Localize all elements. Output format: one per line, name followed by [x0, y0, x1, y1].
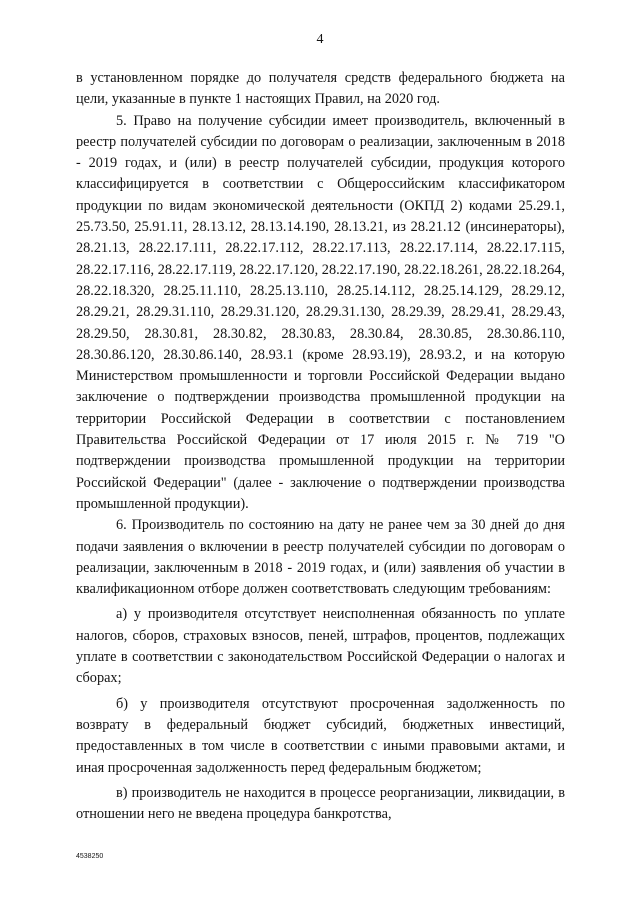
paragraph-item-5: 5. Право на получение субсидии имеет производитель, включенный в реестр получателей субсидии по договорам о реализации, заключенным в 2018 - 2019 годах, и (или) в реестр получателей субсидии, продукция которого классифицируется в соответствии с Общероссийским классификатором продукции по видам экономической деятельности (ОКПД 2) кодами 25.29.1, 25.73.50, 25.91.11, 28.13.12, 28.13.14.190, 28.13.21, из 28.21.12 (инсинераторы), 28.21.13, 28.22.17.111, 28.22.17.112, 28.22.17.113, 28.22.17.114, 28.22.17.115, 28.22.17.116, 28.22.17.119, 28.22.17.120, 28.22.17.190, 28.22.18.261, 28.22.18.264, 28.22.18.320, 28.25.11.110, 28.25.13.110, 28.25.14.112, 28.25.14.129, 28.29.12, 28.29.21, 28.29.31.110, 28.29.31.120, 28.29.31.130, 28.29.39, 28.29.41, 28.29.43, 28.29.50, 28.30.81, 28.30.82, 28.30.83, 28.30.84, 28.30.85, 28.30.86.110, 28.30.86.120, 28.30.86.140, 28.93.1 (кроме 28.93.19), 28.93.2, и на которую Министерством промышленности и торговли Российской Федерации выдано заключение о подтверждении производства промышленной продукции на территории Российской Федерации в соответствии с постановлением Правительства Российской Федерации от 17 июля 2015 г. № 719 "О подтверждении производства промышленной продукции на территории Российской Федерации" (далее - заключение о подтверждении производства промышленной продукции). [76, 112, 565, 512]
paragraph-subitem-b: б) у производителя отсутствуют просроченная задолженность по возврату в федеральный бюджет субсидий, бюджетных инвестиций, предоставленных в том числе в соответствии с иными правовыми актами, и иная просроченная задолженность перед федеральным бюджетом; [76, 695, 565, 776]
document-body [76, 68, 565, 825]
paragraph-subitem-v: в) производитель не находится в процессе реорганизации, ликвидации, в отношении него не введена процедура банкротства, [76, 784, 565, 823]
paragraph-continuation: в установленном порядке до получателя средств федерального бюджета на цели, указанные в пункте 1 настоящих Правил, на 2020 год. [76, 70, 565, 108]
page-number: 4 [316, 32, 324, 47]
paragraph-item-6: 6. Производитель по состоянию на дату не ранее чем за 30 дней до дня подачи заявления о включении в реестр получателей субсидии по договорам о реализации, заключенным в 2018 - 2019 годах, и (или) заявления об участии в квалификационном отборе должен соответствовать следующим требованиям: [76, 517, 565, 598]
paragraph-subitem-a: а) у производителя отсутствует неисполненная обязанность по уплате налогов, сборов, страховых взносов, пеней, штрафов, процентов, подлежащих уплате в соответствии с законодательством Российской Федерации о налогах и сборах; [76, 606, 565, 687]
document-code: 4538250 [76, 853, 104, 860]
